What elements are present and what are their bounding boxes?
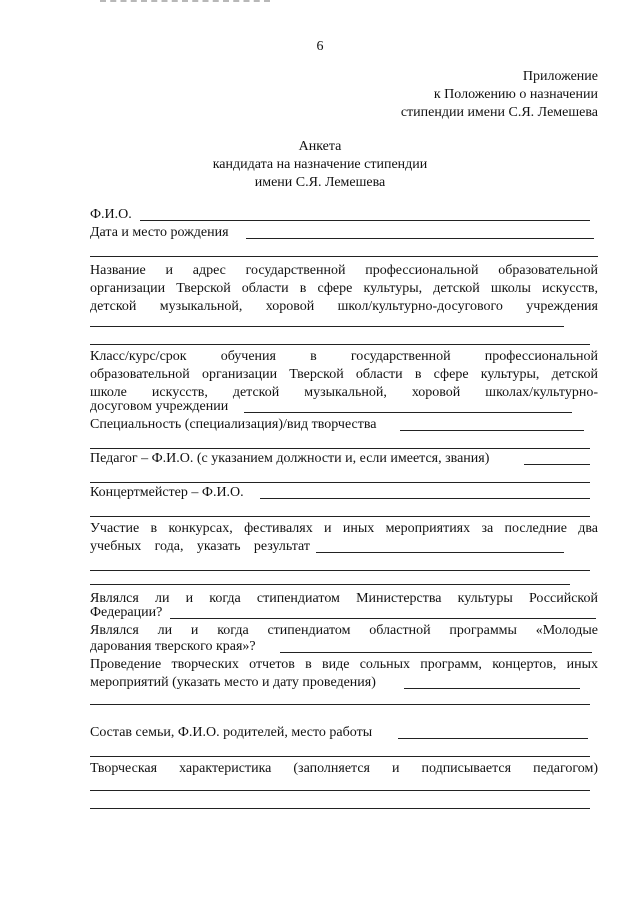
- teacher-input-line-2[interactable]: [90, 482, 590, 483]
- institution-line-3: детской музыкальной, хоровой школ/культурно-досугового учреждения: [90, 299, 598, 314]
- reports-line-1: Проведение творческих отчетов в виде сольных программ, концертов, иных: [90, 657, 598, 672]
- appendix-line-1: Приложение: [522, 69, 598, 84]
- regional-line-2: дарования тверского края»?: [90, 639, 256, 654]
- scan-edge-marks: [100, 0, 270, 5]
- specialty-input-line[interactable]: [400, 430, 584, 431]
- course-input-line[interactable]: [244, 412, 572, 413]
- title-line-1: Анкета: [298, 139, 342, 154]
- contests-input-line[interactable]: [316, 552, 564, 553]
- specialty-input-line-2[interactable]: [90, 448, 590, 449]
- birth-label: Дата и место рождения: [90, 225, 229, 240]
- course-line-3: школе искусств, детской музыкальной, хоровой школах/культурно-: [90, 385, 598, 400]
- specialty-label: Специальность (специализация)/вид творчества: [90, 417, 377, 432]
- institution-input-line-1[interactable]: [90, 326, 564, 327]
- birth-input-line[interactable]: [246, 238, 594, 239]
- title-line-2: кандидата на назначение стипендии: [212, 157, 428, 172]
- fio-input-line[interactable]: [140, 220, 590, 221]
- birth-input-line-2[interactable]: [90, 256, 598, 257]
- contests-line-2: учебных года, указать результат: [90, 539, 310, 554]
- family-input-line[interactable]: [398, 738, 588, 739]
- reports-input-line[interactable]: [404, 688, 580, 689]
- regional-input-line[interactable]: [280, 652, 592, 653]
- teacher-label: Педагог – Ф.И.О. (с указанием должности и, если имеется, звания): [90, 451, 490, 466]
- appendix-line-2: к Положению о назначении: [433, 87, 598, 102]
- accompanist-input-line-2[interactable]: [90, 516, 590, 517]
- regional-line-1: Являлся ли и когда стипендиатом областной программы «Молодые: [90, 623, 598, 638]
- family-input-line-2[interactable]: [90, 756, 590, 757]
- page-number: 6: [316, 39, 324, 54]
- institution-line-2: организации Тверской области в сфере культуры, детской школы искусств,: [90, 281, 598, 296]
- course-line-2: образовательной организации Тверской области в сфере культуры, детской: [90, 367, 598, 382]
- contests-input-line-2[interactable]: [90, 570, 590, 571]
- family-label: Состав семьи, Ф.И.О. родителей, место работы: [90, 725, 373, 740]
- institution-input-line-2[interactable]: [90, 344, 590, 345]
- teacher-input-line[interactable]: [524, 464, 590, 465]
- contests-input-line-3[interactable]: [90, 584, 570, 585]
- accompanist-input-line[interactable]: [260, 498, 590, 499]
- title-line-3: имени С.Я. Лемешева: [254, 175, 386, 190]
- ministry-line-2: Федерации?: [90, 605, 163, 620]
- fio-label: Ф.И.О.: [90, 207, 132, 222]
- course-line-4: досуговом учреждении: [90, 399, 229, 414]
- contests-line-1: Участие в конкурсах, фестивалях и иных мероприятиях за последние два: [90, 521, 598, 536]
- reports-line-2: мероприятий (указать место и дату проведения): [90, 675, 376, 690]
- characteristic-label: Творческая характеристика (заполняется и подписывается педагогом): [90, 761, 598, 776]
- reports-input-line-2[interactable]: [90, 704, 590, 705]
- accompanist-label: Концертмейстер – Ф.И.О.: [90, 485, 244, 500]
- ministry-line-1: Являлся ли и когда стипендиатом Министерства культуры Российской: [90, 591, 598, 606]
- ministry-input-line[interactable]: [170, 618, 596, 619]
- characteristic-input-line-2[interactable]: [90, 808, 590, 809]
- institution-line-1: Название и адрес государственной профессиональной образовательной: [90, 263, 598, 278]
- characteristic-input-line-1[interactable]: [90, 790, 590, 791]
- course-line-1: Класс/курс/срок обучения в государственной профессиональной: [90, 349, 598, 364]
- appendix-line-3: стипендии имени С.Я. Лемешева: [400, 105, 598, 120]
